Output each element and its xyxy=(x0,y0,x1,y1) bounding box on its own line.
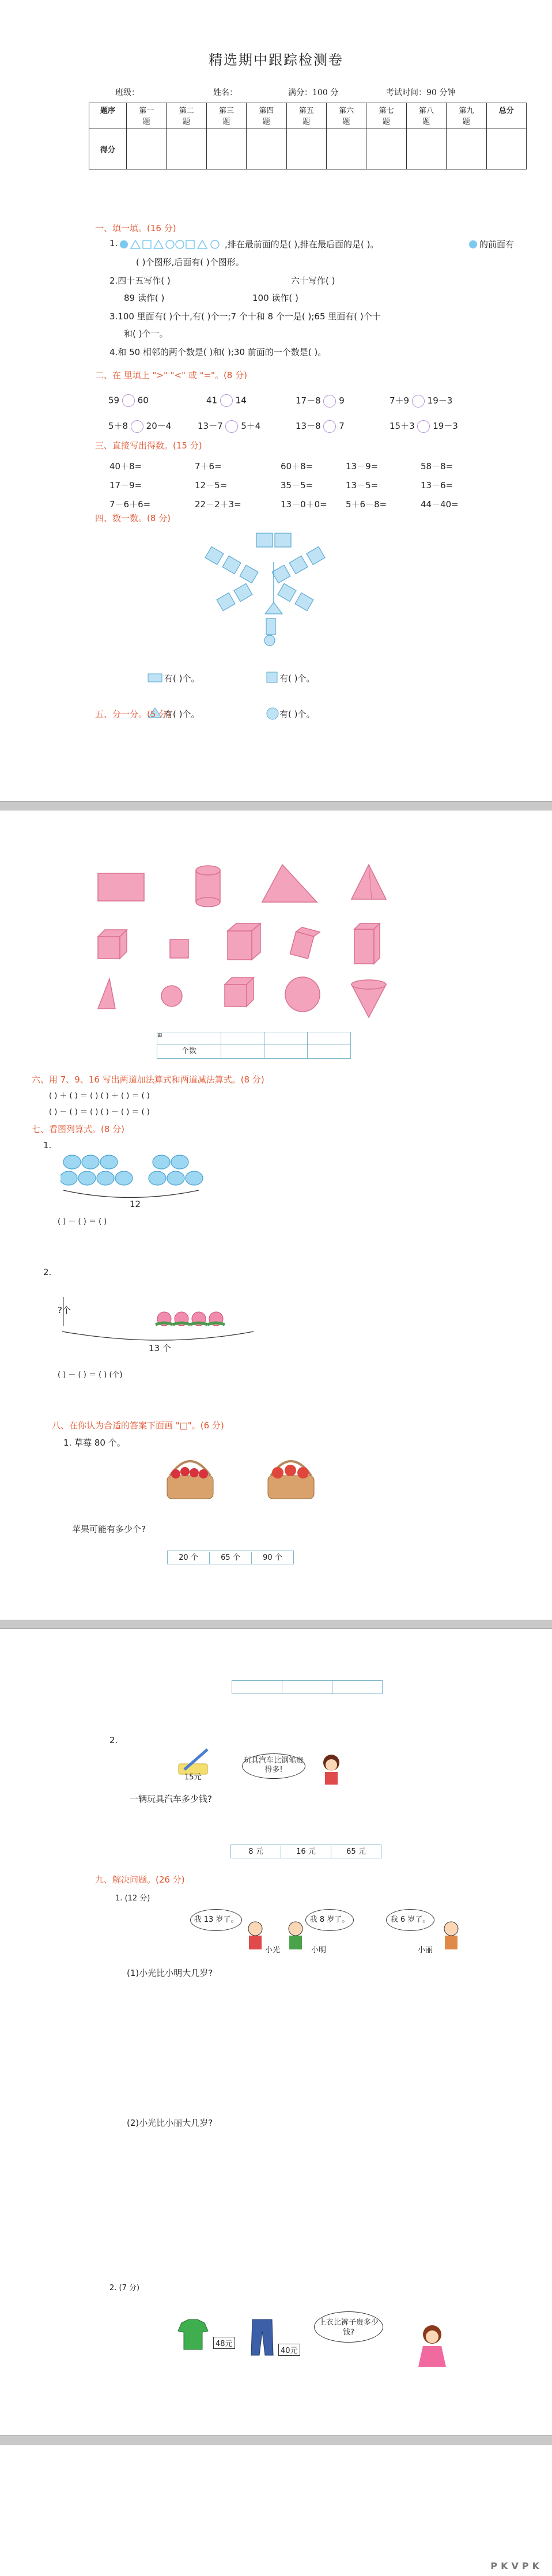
compare-item: 17－8 9 xyxy=(296,394,345,408)
bubble-xiaoguang: 我 13 岁了。 xyxy=(190,1909,242,1931)
arith-item: 22－2＋3= xyxy=(195,499,241,510)
shape-sequence xyxy=(119,239,223,250)
page-title: 精选期中跟踪检测卷 xyxy=(209,52,343,68)
girl-avatar xyxy=(415,2323,449,2369)
score-col: 第四 题 xyxy=(247,103,286,129)
option[interactable]: 65 个 xyxy=(210,1552,252,1564)
q1-text: ,排在最前面的是( ),排在最后面的是( )。 xyxy=(225,239,379,250)
option[interactable]: 90 个 xyxy=(263,1553,282,1562)
triangle-shape xyxy=(98,979,115,1009)
shirt-picture xyxy=(176,2317,210,2352)
arith-item: 13－0＋0= xyxy=(281,499,327,510)
section-7-title: 七、看图列算式。(8 分) xyxy=(32,1124,125,1134)
q7-1: 1. xyxy=(43,1140,52,1151)
right-triangle-shape xyxy=(262,865,317,902)
answer-options-2 xyxy=(230,1845,381,1858)
boy-avatar xyxy=(282,1919,309,1952)
q9-1: 1. (12 分) xyxy=(115,1894,150,1903)
arith-item: 13－9= xyxy=(346,461,379,472)
sphere-shape xyxy=(285,977,320,1012)
unknown-count: ?个 xyxy=(58,1305,71,1315)
score-col: 第八 题 xyxy=(406,103,446,129)
circle-shape xyxy=(176,240,184,248)
total-12: 12 xyxy=(130,1199,141,1209)
exam-time: 考试时间：90 分钟 xyxy=(386,88,456,97)
full-score: 满分：100 分 xyxy=(288,88,339,97)
q9-1-sub1: (1)小光比小明大几岁? xyxy=(127,1968,213,1978)
name-xiaoming: 小明 xyxy=(311,1946,327,1955)
filled-circle-icon xyxy=(468,239,478,250)
section-3-title: 三、直接写出得数。(15 分) xyxy=(95,440,202,451)
square-shape xyxy=(186,240,194,248)
arith-item: 12－5= xyxy=(195,480,228,491)
shirt-price: 48元 xyxy=(213,2337,235,2349)
arith-item: 40＋8= xyxy=(109,461,142,472)
cube-shape xyxy=(225,978,254,1006)
apple-basket xyxy=(268,1461,314,1499)
girl-avatar xyxy=(438,1919,464,1952)
circle-shape xyxy=(166,240,174,248)
total-13: 13 个 xyxy=(149,1343,171,1353)
count-rect: 有( )个。 xyxy=(164,673,200,684)
q3-text-b: 和( )个一。 xyxy=(124,329,168,339)
shape-robot-figure xyxy=(196,527,351,654)
q9-2: 2. (7 分) xyxy=(109,2284,140,2292)
q1-text-2: 的前面有 xyxy=(479,239,515,250)
rectangle-shape xyxy=(98,873,144,901)
q2-text-b: 六十写作( ) xyxy=(291,276,335,286)
section-8-title: 八、在你认为合适的答案下面画 "□"。(6 分) xyxy=(52,1420,224,1431)
arith-item: 7＋6= xyxy=(195,461,222,472)
count-square: 有( )个。 xyxy=(279,673,315,684)
q3-text: 3.100 里面有( )个十,有( )个一;7 个十和 8 个一是( );65 里面有( )个十 xyxy=(109,311,381,322)
arith-item: 58－8= xyxy=(421,461,453,472)
page-break xyxy=(0,1620,552,1629)
score-row2-head: 得分 xyxy=(89,129,127,169)
tilted-cuboid-shape xyxy=(290,926,320,960)
circle-shape xyxy=(161,986,182,1006)
triangle-shape xyxy=(198,240,207,248)
q4-text: 4.和 50 相邻的两个数是( )和( );30 前面的一个数是( )。 xyxy=(109,347,327,357)
option[interactable]: 8 元 xyxy=(231,1846,281,1858)
bubble-xiaoming: 我 8 岁了。 xyxy=(305,1909,354,1931)
fruit-baskets xyxy=(164,1450,337,1504)
score-col: 第五 题 xyxy=(286,103,326,129)
circle-shape xyxy=(211,240,219,248)
q1-number: 1. xyxy=(109,238,118,248)
square-shape xyxy=(143,240,151,248)
pyramid-shape xyxy=(351,865,386,899)
compare-item: 13－8 7 xyxy=(296,420,345,433)
count-label: 个数 xyxy=(157,1044,221,1058)
pen-price: 15元 xyxy=(184,1773,202,1782)
section-4-title: 四、数一数。(8 分) xyxy=(95,513,171,523)
score-col: 第二 题 xyxy=(167,103,206,129)
brand-footer: PKVPK xyxy=(490,2560,543,2571)
add-equations: ( ) ＋ ( ) ＝ ( ) ( ) ＋ ( ) ＝ ( ) xyxy=(49,1092,150,1100)
arith-item: 5＋6－8= xyxy=(346,499,387,510)
score-row-head: 题序 xyxy=(89,103,127,129)
compare-item: 7＋9 19－3 xyxy=(390,394,452,408)
arith-item: 35－5= xyxy=(281,480,313,491)
option[interactable]: 65 元 xyxy=(346,1847,366,1856)
score-col: 第三 题 xyxy=(206,103,246,129)
class-label: 班级： xyxy=(115,88,139,97)
speech-bubble-1: 玩具汽车比钢笔贵得多! xyxy=(242,1753,305,1779)
q9-1-sub2: (2)小光比小丽大几岁? xyxy=(127,2118,213,2128)
option[interactable]: 20 个 xyxy=(168,1552,210,1564)
square-shape xyxy=(170,940,188,958)
page-break xyxy=(0,801,552,810)
score-col: 第七 题 xyxy=(366,103,406,129)
cone-shape xyxy=(351,980,386,1017)
q8-1: 1. 草莓 80 个。 xyxy=(63,1438,126,1448)
arith-item: 44－40= xyxy=(421,499,459,510)
triangle-shape xyxy=(154,240,163,248)
q7-1-equation: ( ) － ( ) ＝ ( ) xyxy=(58,1217,107,1226)
pants-price: 40元 xyxy=(278,2344,300,2356)
bubble-xiaoli: 我 6 岁了。 xyxy=(386,1909,434,1931)
section-6-title: 六、用 7、9、16 写出两道加法算式和两道减法算式。(8 分) xyxy=(32,1074,264,1085)
circle-icon xyxy=(265,706,280,721)
answer-options-1 xyxy=(167,1551,294,1564)
compare-item: 59 60 xyxy=(108,394,149,407)
arith-item: 13－6= xyxy=(421,480,453,491)
q2-text-d: 100 读作( ) xyxy=(252,293,298,303)
option[interactable]: 16 元 xyxy=(281,1846,331,1858)
q2-text-a: 2.四十五写作( ) xyxy=(109,276,171,286)
score-col: 第九 题 xyxy=(447,103,486,129)
q7-2: 2. xyxy=(43,1267,52,1277)
cuboid-shape xyxy=(228,923,260,960)
rectangle-icon xyxy=(147,672,164,684)
score-col: 第一 题 xyxy=(127,103,167,129)
cube-shape xyxy=(98,930,127,959)
score-table xyxy=(89,103,527,169)
solid-shapes-figure xyxy=(86,859,409,1026)
arith-item: 7－6＋6= xyxy=(109,499,151,510)
sort-table xyxy=(157,1032,351,1059)
count-circle: 有( )个。 xyxy=(279,709,315,719)
q2-text-c: 89 读作( ) xyxy=(124,293,165,303)
speech-bubble-2: 上衣比裤子贵多少钱? xyxy=(314,2311,383,2343)
name-xiaoli: 小丽 xyxy=(418,1946,433,1955)
compare-item: 13－7 5＋4 xyxy=(198,420,260,433)
score-col: 第六 题 xyxy=(326,103,366,129)
girl-avatar xyxy=(317,1752,346,1787)
name-xiaoguang: 小光 xyxy=(265,1946,281,1955)
q8-2: 2. xyxy=(109,1735,118,1745)
pants-picture xyxy=(248,2317,277,2358)
table-corner: ⊞ xyxy=(157,1032,221,1044)
tall-cuboid-shape xyxy=(354,923,380,964)
answer-boxes-empty xyxy=(232,1680,383,1694)
q1-text-3: ( )个图形,后面有( )个图形。 xyxy=(136,257,244,267)
square-icon xyxy=(265,670,279,684)
section-1-title: 一、填一填。(16 分) xyxy=(95,223,176,233)
compare-item: 15＋3 19－3 xyxy=(390,420,458,433)
cylinder-shape xyxy=(196,866,220,907)
section-2-title: 二、在 里填上 ">" "<" 或 "="。(8 分) xyxy=(95,370,247,380)
count-triangle: 有( )个。 xyxy=(164,709,200,719)
triangle-shape xyxy=(131,240,140,248)
q7-2-equation: ( ) － ( ) ＝ ( ) (个) xyxy=(58,1371,123,1379)
name-label: 姓名： xyxy=(213,88,237,97)
sub-equations: ( ) － ( ) ＝ ( ) ( ) － ( ) ＝ ( ) xyxy=(49,1108,150,1117)
compare-item: 5＋8 20－4 xyxy=(108,420,171,433)
q8-1-question: 苹果可能有多少个? xyxy=(72,1524,146,1534)
arith-item: 60＋8= xyxy=(281,461,313,472)
section-9-title: 九、解决问题。(26 分) xyxy=(95,1875,185,1885)
score-total: 总分 xyxy=(486,103,526,129)
compare-item: 41 14 xyxy=(206,394,247,407)
section-5-title-visible: 五、分一分。(5 分) xyxy=(95,709,171,719)
page-break xyxy=(0,2435,552,2445)
circle-shape xyxy=(120,240,128,248)
arith-item: 17－9= xyxy=(109,480,142,491)
strawberry-basket xyxy=(167,1461,213,1499)
arith-item: 13－5= xyxy=(346,480,379,491)
q8-2-question: 一辆玩具汽车多少钱? xyxy=(130,1794,212,1804)
